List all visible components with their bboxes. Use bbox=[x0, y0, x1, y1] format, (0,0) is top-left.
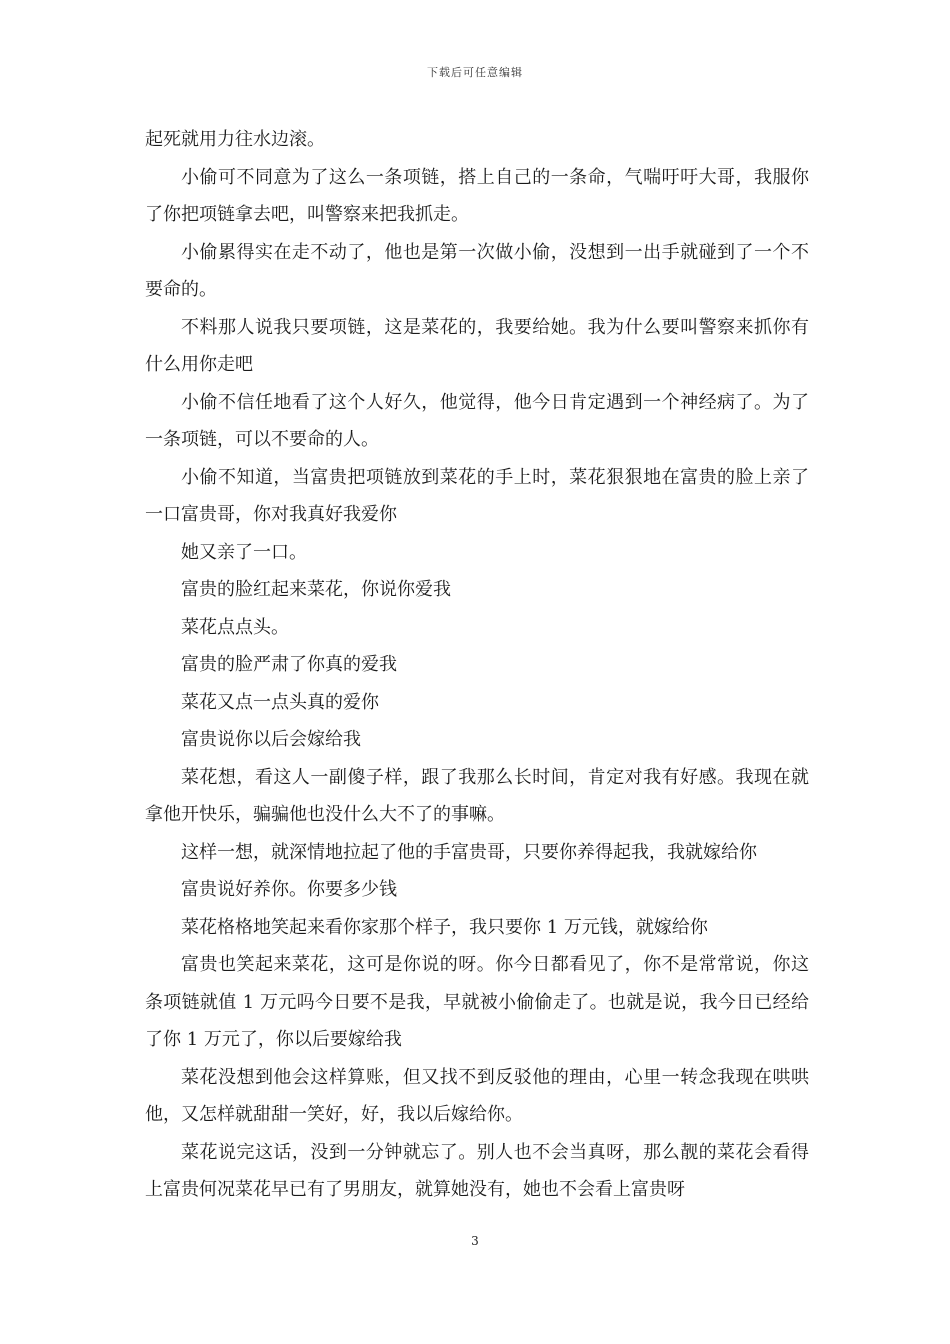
paragraph-3: 不料那人说我只要项链，这是菜花的，我要给她。我为什么要叫警察来抓你有什么用你走吧 bbox=[145, 316, 809, 375]
paragraph-17: 菜花没想到他会这样算账，但又找不到反驳他的理由，心里一转念我现在哄哄他，又怎样就甜甜一笑好，好，我以后嫁给你。 bbox=[145, 1066, 809, 1125]
document-body bbox=[145, 121, 809, 1209]
paragraph-11: 富贵说你以后会嫁给我 bbox=[181, 729, 361, 750]
paragraph-12: 菜花想，看这人一副傻子样，跟了我那么长时间，肯定对我有好感。我现在就拿他开快乐，骗骗他也没什么大不了的事嘛。 bbox=[145, 766, 809, 825]
paragraph-6: 她又亲了一口。 bbox=[181, 541, 307, 563]
paragraph-14: 富贵说好养你。你要多少钱 bbox=[181, 879, 397, 900]
paragraph-4: 小偷不信任地看了这个人好久，他觉得，他今日肯定遇到一个神经病了。为了一条项链，可以不要命的人。 bbox=[145, 391, 809, 450]
paragraph-13: 这样一想，就深情地拉起了他的手富贵哥，只要你养得起我，我就嫁给你 bbox=[181, 841, 757, 863]
paragraph-8: 菜花点点头。 bbox=[181, 616, 289, 638]
paragraph-10: 菜花又点一点头真的爱你 bbox=[181, 691, 379, 713]
paragraph-5: 小偷不知道，当富贵把项链放到菜花的手上时，菜花狠狠地在富贵的脸上亲了一口富贵哥，你对我真好我爱你 bbox=[145, 466, 809, 525]
paragraph-2: 小偷累得实在走不动了，他也是第一次做小偷，没想到一出手就碰到了一个不要命的。 bbox=[145, 241, 809, 300]
paragraph-16: 富贵也笑起来菜花，这可是你说的呀。你今日都看见了，你不是常常说，你这条项链就值 1 万元吗今日要不是我，早就被小偷偷走了。也就是说，我今日已经给了你 1 万元了，你以后要嫁给我 bbox=[145, 954, 809, 1050]
paragraph-18: 菜花说完这话，没到一分钟就忘了。别人也不会当真呀，那么靓的菜花会看得上富贵何况菜花早已有了男朋友，就算她没有，她也不会看上富贵呀 bbox=[145, 1141, 809, 1200]
page-number: 3 bbox=[471, 1234, 479, 1248]
page-header: 下载后可任意编辑 bbox=[427, 66, 523, 79]
paragraph-0: 起死就用力往水边滚。 bbox=[145, 129, 325, 150]
paragraph-1: 小偷可不同意为了这么一条项链，搭上自己的一条命，气喘吁吁大哥，我服你了你把项链拿去吧，叫警察来把我抓走。 bbox=[145, 166, 809, 225]
paragraph-15: 菜花格格地笑起来看你家那个样子，我只要你 1 万元钱，就嫁给你 bbox=[181, 916, 708, 938]
paragraph-7: 富贵的脸红起来菜花，你说你爱我 bbox=[181, 579, 451, 600]
paragraph-9: 富贵的脸严肃了你真的爱我 bbox=[181, 654, 397, 675]
